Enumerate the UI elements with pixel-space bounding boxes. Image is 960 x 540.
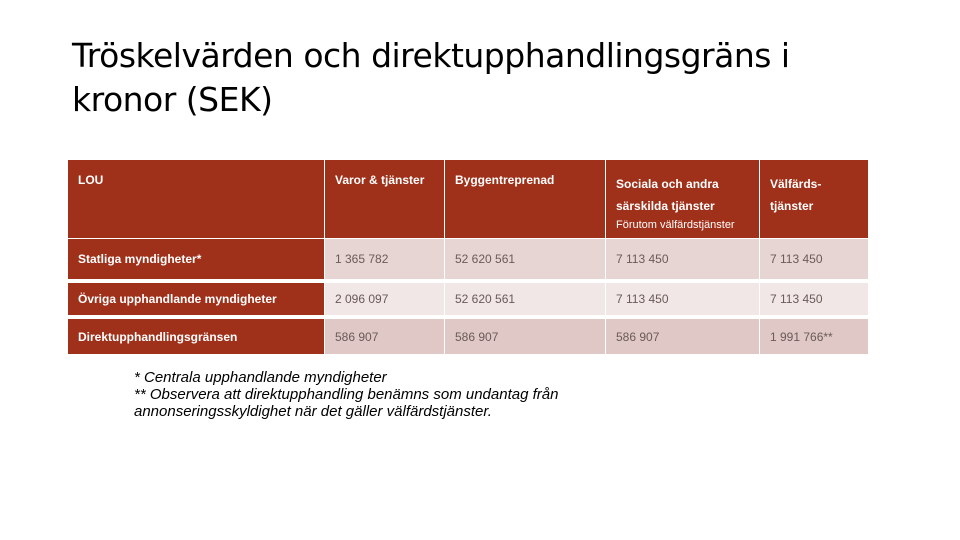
cell-bygg: 52 620 561 <box>445 239 606 279</box>
cell-sociala: 586 907 <box>606 319 760 354</box>
cell-valfard: 7 113 450 <box>770 292 823 306</box>
header-sociala-line3: Förutom välfärdstjänster <box>616 219 735 231</box>
table-row <box>68 319 868 354</box>
header-sociala-tjanster <box>606 160 760 238</box>
header-sociala-line2: särskilda tjänster <box>616 199 715 213</box>
header-valfard-line2: tjänster <box>770 199 814 213</box>
row-label: Direktupphandlingsgränsen <box>68 319 325 354</box>
table-row <box>68 239 868 279</box>
cell-bygg: 52 620 561 <box>445 283 606 315</box>
cell-bygg: 586 907 <box>445 319 606 354</box>
row-label: Statliga myndigheter* <box>68 239 325 279</box>
footnote-direktupphandling: ** Observera att direktupphandling benämns som undantag från annonseringsskyldighet när det gäller välfärdstjänster. <box>134 386 559 420</box>
header-varor-tjanster: Varor & tjänster <box>325 160 445 238</box>
cell-valfard: 7 113 450 <box>770 252 823 266</box>
header-valfard-line1: Välfärds- <box>770 177 822 191</box>
header-valfardstjanster <box>760 160 868 238</box>
header-lou: LOU <box>68 160 325 238</box>
cell-varor: 1 365 782 <box>325 239 445 279</box>
slide-title: Tröskelvärden och direktupphandlingsgräns i kronor (SEK) <box>72 36 790 119</box>
cell-valfard: 1 991 766** <box>770 329 833 344</box>
cell-varor: 586 907 <box>325 319 445 354</box>
cell-sociala: 7 113 450 <box>606 239 760 279</box>
table-header-row <box>68 160 868 238</box>
row-label: Övriga upphandlande myndigheter <box>68 283 325 315</box>
table-row <box>68 283 868 315</box>
header-byggentreprenad: Byggentreprenad <box>445 160 606 238</box>
footnote-centrala: * Centrala upphandlande myndigheter <box>134 369 387 386</box>
threshold-table <box>68 160 868 354</box>
footnotes <box>134 369 574 420</box>
cell-sociala: 7 113 450 <box>606 283 760 315</box>
header-sociala-line1: Sociala och andra <box>616 177 719 191</box>
cell-varor: 2 096 097 <box>325 283 445 315</box>
